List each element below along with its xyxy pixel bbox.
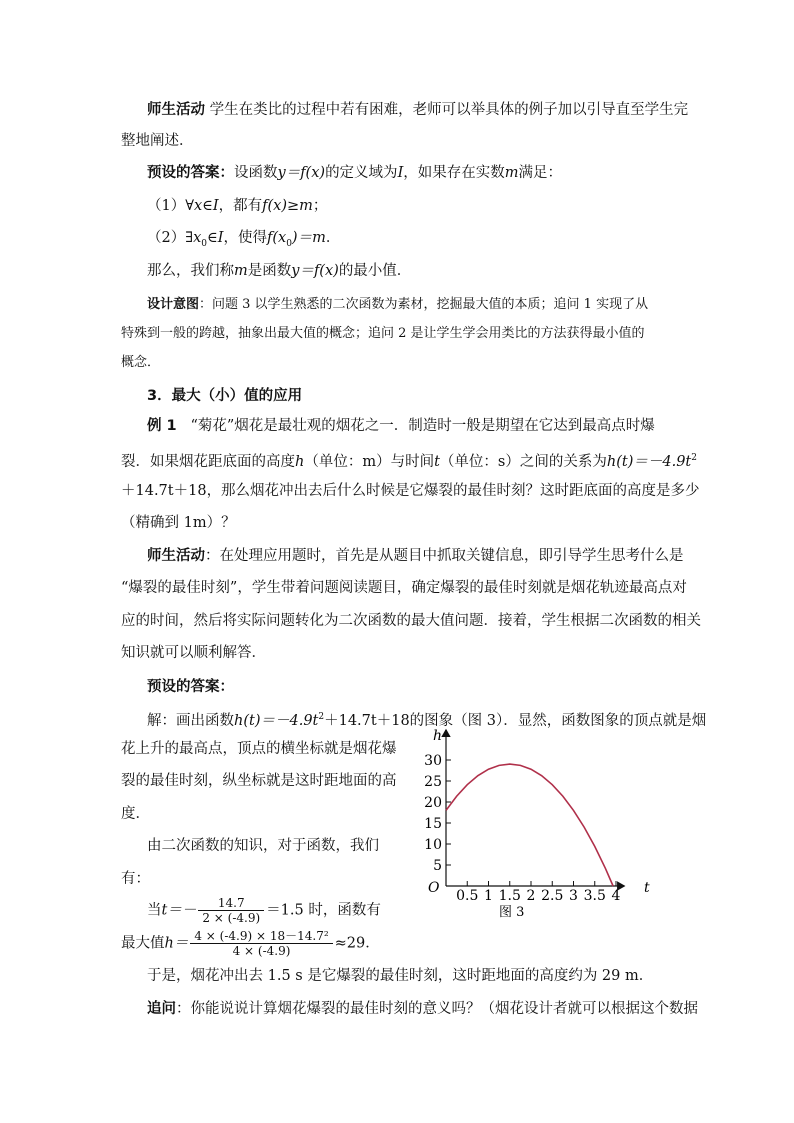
function-notation: y＝f(x): [277, 165, 326, 181]
paragraph-answer-def: [147, 163, 562, 183]
condition-1-forall: ∀x∈I: [185, 198, 219, 214]
chart-curves: [446, 764, 613, 886]
paragraph-min-def: [147, 261, 411, 281]
t-result: ＝1.5 时，函数有: [266, 902, 381, 919]
design-label: 设计意图: [147, 297, 200, 312]
min-def-c: 的最小值．: [338, 263, 412, 279]
followup: [147, 999, 698, 1019]
answer-text-c: ，如果存在实数: [403, 165, 505, 181]
answer-label: 预设的答案：: [147, 164, 234, 181]
t-equals: t＝－: [161, 902, 197, 919]
x-tick-label: 0.5: [456, 888, 479, 904]
min-def-b: 是函数: [247, 263, 292, 279]
activity-label: 师生活动: [147, 101, 205, 118]
h-equals: h＝: [164, 935, 189, 952]
fraction-t-numerator: 14.7: [198, 896, 264, 911]
solution-function: h(t)＝－4.9t: [234, 712, 319, 729]
solution-line1a: 解：画出函数: [147, 712, 234, 729]
condition-1-text: ，都有: [218, 198, 263, 214]
example-line3: ＋14.7t＋18，那么烟花冲出去后什么时候是它爆裂的最佳时刻？这时距底面的高度是多少: [121, 483, 700, 499]
conclusion: 于是，烟花冲出去 1.5 s 是它爆裂的最佳时刻，这时距地面的高度约为 29 m．: [147, 968, 654, 984]
condition-2-end: ．: [325, 230, 341, 246]
min-def-fx: y＝f(x): [291, 263, 339, 279]
solution-line6: 有：: [121, 871, 150, 887]
example-t: t: [434, 453, 440, 470]
example-1: [147, 416, 655, 436]
example-line2a: 裂．如果烟花距底面的高度: [121, 453, 295, 470]
condition-1: [147, 196, 327, 216]
example-label: 例 1: [147, 418, 177, 434]
example-h: h: [295, 453, 305, 470]
paragraph-activity-1: [147, 100, 688, 120]
y-tick-label: 10: [424, 837, 442, 853]
example-line2b: （单位：m）与时间: [304, 453, 435, 470]
y-tick-label: 20: [424, 795, 442, 811]
y-tick-label: 5: [433, 858, 442, 874]
y-tick-label: 15: [424, 816, 442, 832]
activity-2-line3: 应的时间，然后将实际问题转化为二次函数的最大值问题．接着，学生根据二次函数的相关: [121, 613, 701, 629]
figure-caption: 图 3: [499, 905, 525, 920]
vertex-h-formula: [121, 929, 380, 958]
example-line2c: （单位：s）之间的关系为: [439, 453, 607, 470]
figure-3-chart: [416, 724, 656, 924]
example-line4: （精确到 1m）？: [121, 515, 236, 531]
solution-line4: 度．: [121, 806, 150, 822]
condition-2-fx: f(x: [266, 230, 287, 246]
fraction-t-denominator: 2 × (-4.9): [202, 911, 261, 925]
origin-label: O: [428, 880, 440, 896]
followup-label: 追问: [147, 1000, 176, 1017]
x-tick-label: 2: [526, 888, 536, 904]
answer-text-a: 设函数: [234, 165, 278, 181]
paragraph-activity-1-cont: 整地阐述．: [121, 133, 194, 149]
section-heading: 3．最大（小）值的应用: [147, 388, 303, 404]
y-tick-label: 30: [424, 753, 442, 769]
fraction-h-numerator: 4 × (-4.9) × 18－14.7²: [190, 929, 332, 944]
chart-svg: [416, 724, 656, 924]
condition-2-sub2: 0: [286, 238, 292, 249]
min-def-a: 那么，我们称: [147, 263, 234, 279]
activity-2-line2: “爆裂的最佳时刻”，学生带着问题阅读题目，确定爆裂的最佳时刻就是烟花轨迹最高点对: [121, 580, 687, 596]
condition-2-in: ∈I: [207, 230, 224, 246]
solution-line5: 由二次函数的知识，对于函数，我们: [147, 838, 379, 854]
condition-1-end: ；: [312, 198, 328, 214]
x-axis-label: t: [644, 880, 650, 896]
fraction-h-denominator: 4 × (-4.9): [232, 944, 291, 958]
design-line2: 特殊到一般的跨越，抽象出最大值的概念；追问 2 是让学生学会用类比的方法获得最小值的: [121, 326, 645, 341]
y-tick-label: 25: [424, 774, 442, 790]
vertex-t-formula: [147, 896, 381, 925]
activity-2-line1: ：在处理应用题时，首先是从题目中抓取关键信息，即引导学生思考什么是: [205, 548, 684, 564]
example-line2: [121, 448, 697, 472]
condition-2-exists: ∃x: [185, 230, 202, 246]
activity-text-line1: 学生在类比的过程中若有困难，老师可以举具体的例子加以引导直至学生完: [209, 102, 689, 118]
x-tick-label: 1: [484, 888, 493, 904]
design-line1: ：问题 3 以学生熟悉的二次函数为素材，挖掘最大值的本质；追问 1 实现了从: [199, 297, 649, 312]
exponent-2: 2: [318, 712, 325, 722]
min-def-m: m: [234, 263, 248, 279]
when-text: 当: [147, 902, 162, 919]
exponent-2: 2: [691, 453, 697, 463]
x-tick-label: 1.5: [498, 888, 521, 904]
answer-text-b: 的定义域为: [325, 165, 398, 181]
condition-1-number: （1）: [147, 198, 186, 214]
followup-text: ：你能说说计算烟花爆裂的最佳时刻的意义吗？（烟花设计者就可以根据这个数据: [176, 1001, 698, 1017]
activity-2-line4: 知识就可以顺利解答．: [121, 645, 266, 661]
x-tick-label: 3: [569, 888, 578, 904]
m-symbol: m: [504, 165, 519, 181]
answer-text-d: 满足：: [518, 165, 563, 181]
condition-2-number: （2）: [147, 230, 186, 246]
condition-1-ineq: f(x)≥m: [262, 198, 313, 214]
condition-2-sub: 0: [201, 238, 208, 249]
design-line3: 概念．: [121, 355, 161, 370]
x-tick-label: 2.5: [541, 888, 564, 904]
example-line1: “菊花”烟花是最壮观的烟花之一．制造时一般是期望在它达到最高点时爆: [190, 418, 655, 434]
condition-2-text: ，使得: [223, 230, 267, 246]
solution-line1b: ＋14.7t＋18的图象（图 3）．显然，函数图象的顶点就是烟: [324, 712, 707, 729]
solution-line3: 裂的最佳时刻，纵坐标就是这时距地面的高: [121, 773, 397, 789]
activity-2-label: 师生活动: [147, 547, 205, 564]
answer-label-2: 预设的答案：: [147, 678, 234, 695]
chart-axes: [446, 730, 624, 886]
y-axis-label: h: [433, 728, 443, 744]
x-tick-label: 3.5: [583, 888, 606, 904]
parabola-curve: [446, 764, 613, 886]
condition-2-eq: )＝m: [291, 230, 326, 246]
chart-ticks: [424, 753, 620, 904]
example-equation: h(t)＝－4.9t: [606, 453, 692, 470]
max-label: 最大值: [121, 935, 165, 952]
fraction-t: [198, 896, 264, 925]
solution-line2: 花上升的最高点，顶点的横坐标就是烟花爆: [121, 741, 397, 757]
fraction-h: [190, 929, 332, 958]
x-tick-label: 4: [611, 888, 621, 904]
activity-2: [147, 546, 684, 566]
design-intent: [147, 295, 648, 315]
domain-symbol: I: [397, 165, 404, 181]
h-result: ≈29．: [334, 935, 380, 952]
condition-2: [147, 228, 340, 254]
